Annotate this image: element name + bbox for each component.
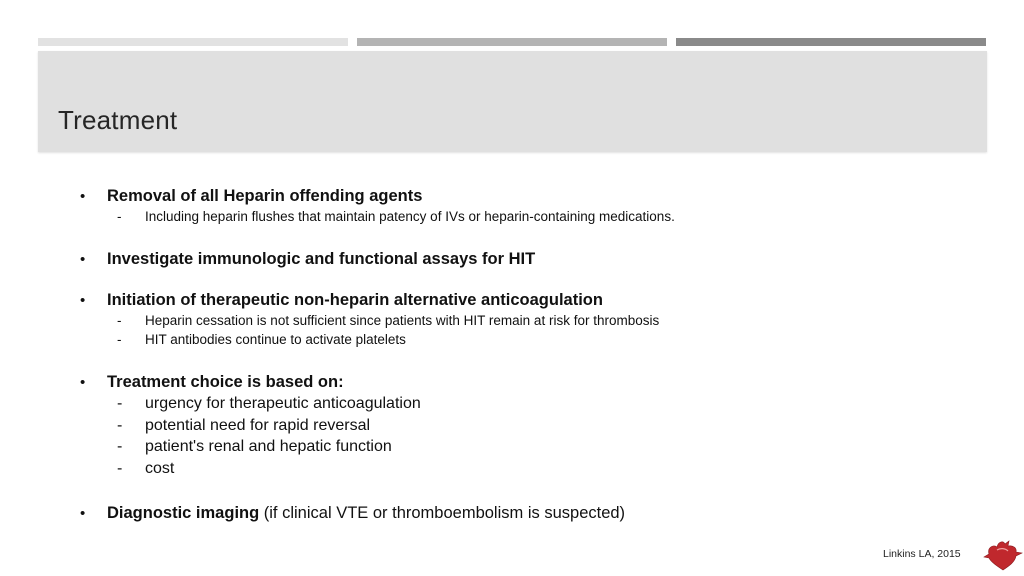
bullet-marker: • bbox=[80, 505, 86, 522]
bullet-text-bold: Diagnostic imaging bbox=[107, 504, 260, 522]
bullet-investigate-assays bbox=[80, 250, 535, 269]
sub-item bbox=[117, 460, 174, 478]
bullet-text: Removal of all Heparin offending agents bbox=[107, 187, 423, 205]
bullet-marker: • bbox=[80, 292, 86, 309]
dash-marker: - bbox=[117, 332, 122, 347]
sub-item-text: Heparin cessation is not sufficient since patients with HIT remain at risk for thrombosis bbox=[145, 313, 660, 328]
sub-item bbox=[117, 209, 675, 224]
bullet-marker: • bbox=[80, 188, 86, 205]
sub-item-text: HIT antibodies continue to activate platelets bbox=[145, 332, 406, 347]
bullet-marker: • bbox=[80, 374, 86, 391]
bullet-diagnostic-imaging bbox=[80, 504, 625, 523]
bullet-treatment-choice bbox=[80, 373, 344, 392]
bullet-text: Investigate immunologic and functional assays for HIT bbox=[107, 250, 536, 268]
sub-item-text: patient's renal and hepatic function bbox=[145, 438, 392, 455]
sub-item-text: potential need for rapid reversal bbox=[145, 417, 371, 434]
dash-marker: - bbox=[117, 460, 123, 477]
bullet-text-rest: (if clinical VTE or thromboembolism is suspected) bbox=[259, 504, 626, 522]
dash-marker: - bbox=[117, 438, 123, 455]
sub-item bbox=[117, 438, 392, 456]
bullet-initiation-anticoagulation bbox=[80, 291, 603, 310]
dash-marker: - bbox=[117, 417, 123, 434]
bullet-text: Initiation of therapeutic non-heparin alternative anticoagulation bbox=[107, 291, 603, 309]
sub-item-text: urgency for therapeutic anticoagulation bbox=[145, 395, 421, 412]
heart-logo-icon bbox=[983, 536, 1023, 572]
sub-item bbox=[117, 332, 406, 347]
sub-item bbox=[117, 417, 370, 435]
slide-title: Treatment bbox=[58, 105, 178, 135]
bullet-text: Treatment choice is based on: bbox=[107, 373, 344, 391]
bullet-marker: • bbox=[80, 251, 86, 268]
sub-item bbox=[117, 313, 659, 328]
citation-credit: Linkins LA, 2015 bbox=[883, 548, 961, 560]
logo-heart-shape bbox=[984, 541, 1022, 570]
sub-item-text: Including heparin flushes that maintain patency of IVs or heparin-containing medications. bbox=[145, 209, 675, 224]
sub-item bbox=[117, 395, 421, 413]
bullet-text bbox=[107, 504, 625, 523]
bullet-removal-heparin bbox=[80, 187, 422, 206]
dash-marker: - bbox=[117, 313, 122, 328]
sub-item-text: cost bbox=[145, 460, 175, 477]
dash-marker: - bbox=[117, 209, 122, 224]
dash-marker: - bbox=[117, 395, 123, 412]
